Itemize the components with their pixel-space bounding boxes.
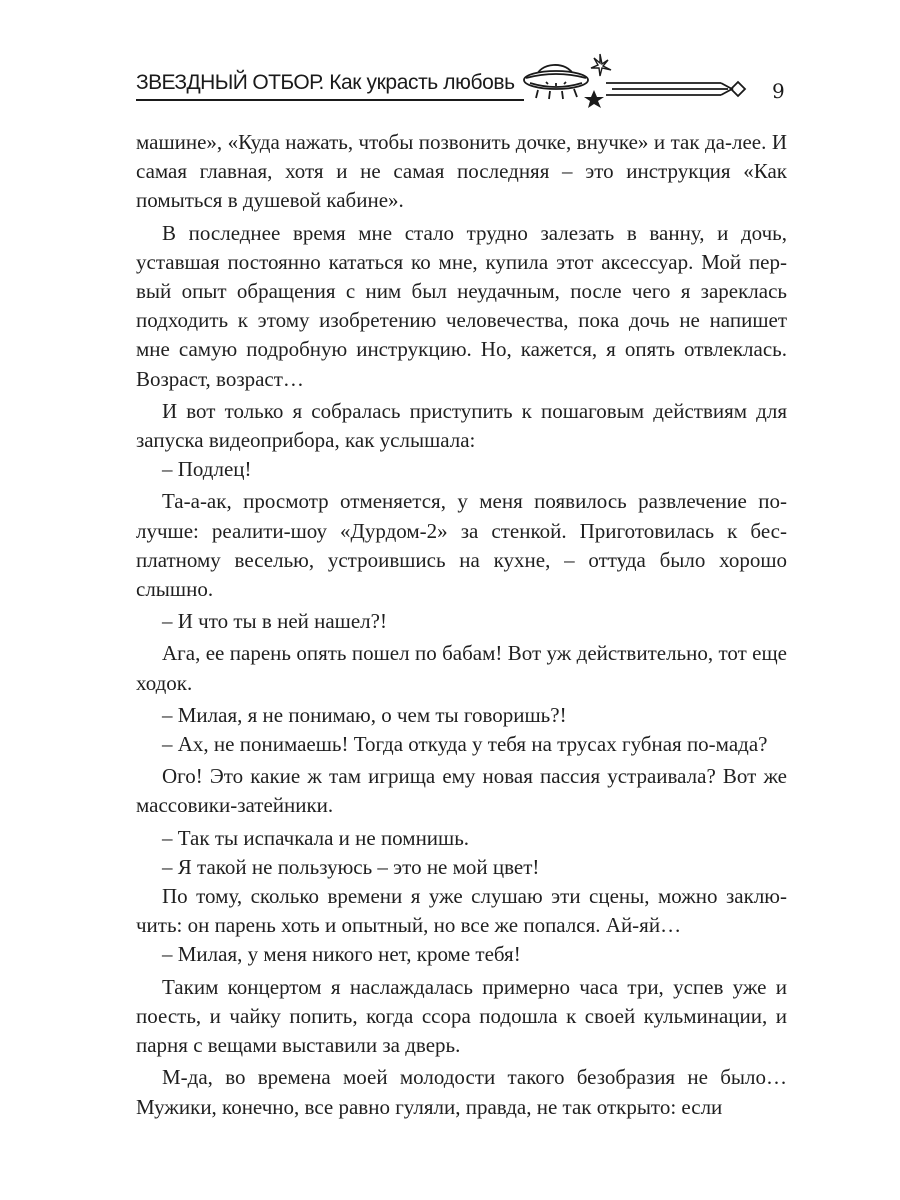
paragraph: Та-а-ак, просмотр отменяется, у меня появилось развлечение по-лучше: реалити-шоу «Дурдом-2» за стенкой. Приготовилась к бес-платному веселью, устроившись на кухне, – оттуда было хорошо слышно.: [136, 489, 787, 602]
paragraph: – Я такой не пользуюсь – это не мой цвет!: [162, 854, 540, 879]
paragraph: И вот только я собралась приступить к пошаговым действиям для запуска видеоприбора, как услышала:: [136, 398, 787, 453]
sparkle-icon: [591, 54, 611, 76]
paragraph: – Милая, я не понимаю, о чем ты говоришь?!: [162, 702, 567, 727]
series-title: ЗВЕЗДНЫЙ ОТБОР.: [136, 71, 324, 94]
page-number: 9: [772, 79, 785, 103]
paragraph: – Подлец!: [162, 457, 252, 482]
paragraph: – Милая, у меня никого нет, кроме тебя!: [162, 942, 521, 967]
ufo-icon: [524, 65, 588, 99]
paragraph: В последнее время мне стало трудно залезать в ванну, и дочь, уставшая постоянно кататься ко мне, купила этот аксессуар. Мой пер-вый опыт обращения с ним был неудачным, после чего я зареклась подходить к этому изобретению человечества, пока дочь не напишет мне самую подробную инструкцию. Но, кажется, я опять отвлеклась. Возраст, возраст…: [136, 220, 787, 391]
running-title: [136, 71, 515, 95]
paragraph: машине», «Куда нажать, чтобы позвонить дочке, внучке» и так да-лее. И самая главная, хотя и не самая последняя – это инструкция «Как помыться в душевой кабине».: [136, 130, 787, 213]
arrow-lines-icon: [606, 82, 745, 96]
paragraph: – Ах, не понимаешь! Тогда откуда у тебя на трусах губная по-мада?: [162, 732, 768, 757]
paragraph: По тому, сколько времени я уже слушаю эти сцены, можно заклю-чить: он парень хоть и опытный, но все же попался. Ай-яй…: [136, 884, 787, 938]
title-underline: [136, 99, 524, 101]
book-title: Как украсть любовь: [329, 71, 515, 94]
paragraph: Ага, ее парень опять пошел по бабам! Вот уж действительно, тот еще ходок.: [136, 641, 787, 695]
paragraph: М-да, во времена моей молодости такого безобразия не было… Мужики, конечно, все равно гуляли, правда, не так открыто: если: [136, 1065, 787, 1119]
body-text: [136, 128, 787, 1122]
star-icon: [584, 90, 604, 108]
paragraph: – И что ты в ней нашел?!: [162, 609, 387, 634]
paragraph: – Так ты испачкала и не помнишь.: [162, 825, 470, 850]
page-header: [0, 0, 900, 120]
paragraph: Таким концертом я наслаждалась примерно часа три, успев уже и поесть, и чайку попить, когда ссора подошла к своей кульминации, и парня с вещами выставили за дверь.: [136, 974, 787, 1058]
ufo-star-arrow-ornament: [516, 48, 761, 118]
paragraph: Ого! Это какие ж там игрища ему новая пассия устраивала? Вот же массовики-затейники.: [136, 764, 787, 818]
